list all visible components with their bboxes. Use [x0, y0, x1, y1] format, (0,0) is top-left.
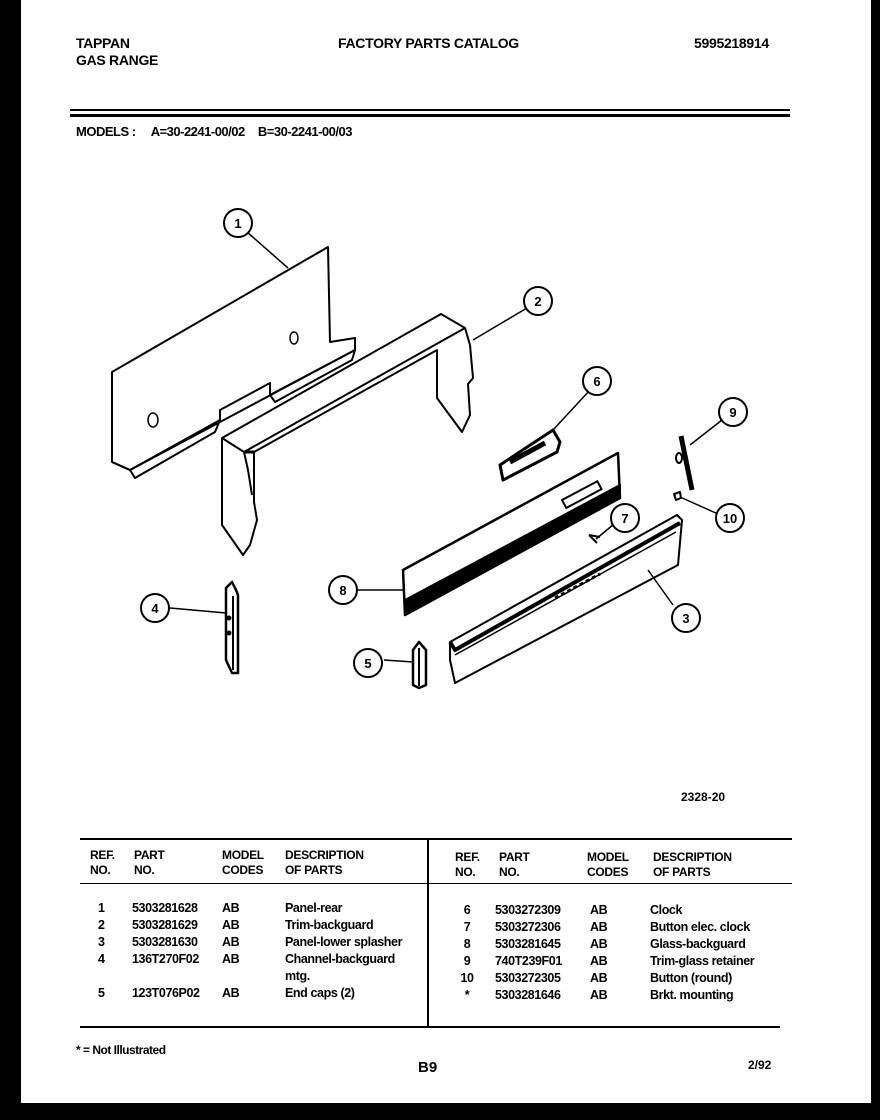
callout-2: [524, 287, 552, 315]
callout-9: [719, 398, 747, 426]
catalog-number: 5995218914: [694, 35, 769, 51]
models-label: MODELS :: [76, 124, 136, 139]
brand: TAPPAN: [76, 35, 130, 51]
callout-5: [354, 649, 382, 677]
callout-7: [611, 504, 639, 532]
part-10-button-round: [674, 492, 681, 500]
svg-text:9: 9: [729, 405, 737, 420]
callout-4: [141, 594, 169, 622]
callout-10: [716, 504, 744, 532]
part-5-end-caps: [413, 642, 426, 688]
header-description: DESCRIPTION OF PARTS: [285, 848, 364, 877]
header-description-right: DESCRIPTION OF PARTS: [653, 850, 732, 879]
table-rule-top: [80, 838, 792, 840]
model-a: A=30-2241-00/02: [150, 124, 245, 139]
page-number: B9: [418, 1059, 438, 1076]
right-description-column: Clock Button elec. clock Glass-backguard Trim-glass retainer Button (round) Brkt. mounting: [650, 903, 755, 1002]
left-codes-column: AB AB AB AB AB: [222, 901, 240, 1000]
left-description-column: Panel-rear Trim-backguard Panel-lower splasher Channel-backguard mtg. End caps (2): [285, 901, 403, 1000]
product-type: GAS RANGE: [76, 52, 159, 68]
left-ref-column: 1 2 3 4 5: [98, 901, 105, 1000]
right-codes-column: AB AB AB AB AB AB: [590, 903, 608, 1002]
table-rule-header: [80, 883, 792, 884]
table-rule-bottom: [80, 1026, 780, 1028]
right-part-column: 5303272309 5303272306 5303281645 740T239F01 5303272305 5303281646: [495, 903, 562, 1002]
scan-edge-bottom: [0, 1103, 880, 1120]
callout-3: [672, 604, 700, 632]
svg-text:2: 2: [534, 294, 542, 309]
callout-6: [583, 367, 611, 395]
header-model-codes: MODEL CODES: [222, 848, 264, 877]
part-9-trim-glass-retainer: [676, 436, 692, 490]
svg-text:3: 3: [682, 611, 690, 626]
right-ref-column: 6 7 8 9 10 *: [460, 903, 474, 1002]
header-part: PART NO.: [134, 848, 165, 877]
header-ref: REF. NO.: [90, 848, 115, 877]
svg-text:6: 6: [593, 374, 601, 389]
svg-text:8: 8: [339, 583, 347, 598]
svg-text:4: 4: [151, 601, 159, 616]
svg-text:1: 1: [234, 216, 242, 231]
table-divider: [427, 838, 429, 1026]
drawing-number: 2328-20: [681, 790, 726, 804]
header-model-codes-right: MODEL CODES: [587, 850, 629, 879]
svg-text:10: 10: [722, 511, 738, 526]
footnote-not-illustrated: * = Not Illustrated: [76, 1043, 166, 1057]
callout-1: [224, 209, 252, 237]
header-part-right: PART NO.: [499, 850, 530, 879]
part-6-clock: [500, 430, 560, 480]
header-ref-right: REF. NO.: [455, 850, 480, 879]
callout-8: [329, 576, 357, 604]
left-part-column: 5303281628 5303281629 5303281630 136T270F02 123T076P02: [132, 901, 200, 1000]
revision-date: 2/92: [748, 1058, 772, 1072]
svg-text:7: 7: [621, 511, 629, 526]
svg-text:5: 5: [364, 656, 372, 671]
model-b: B=30-2241-00/03: [257, 124, 352, 139]
catalog-title: FACTORY PARTS CATALOG: [338, 35, 519, 51]
parts-table: [80, 838, 792, 1028]
part-4-channel-backguard-mtg: [226, 582, 238, 673]
